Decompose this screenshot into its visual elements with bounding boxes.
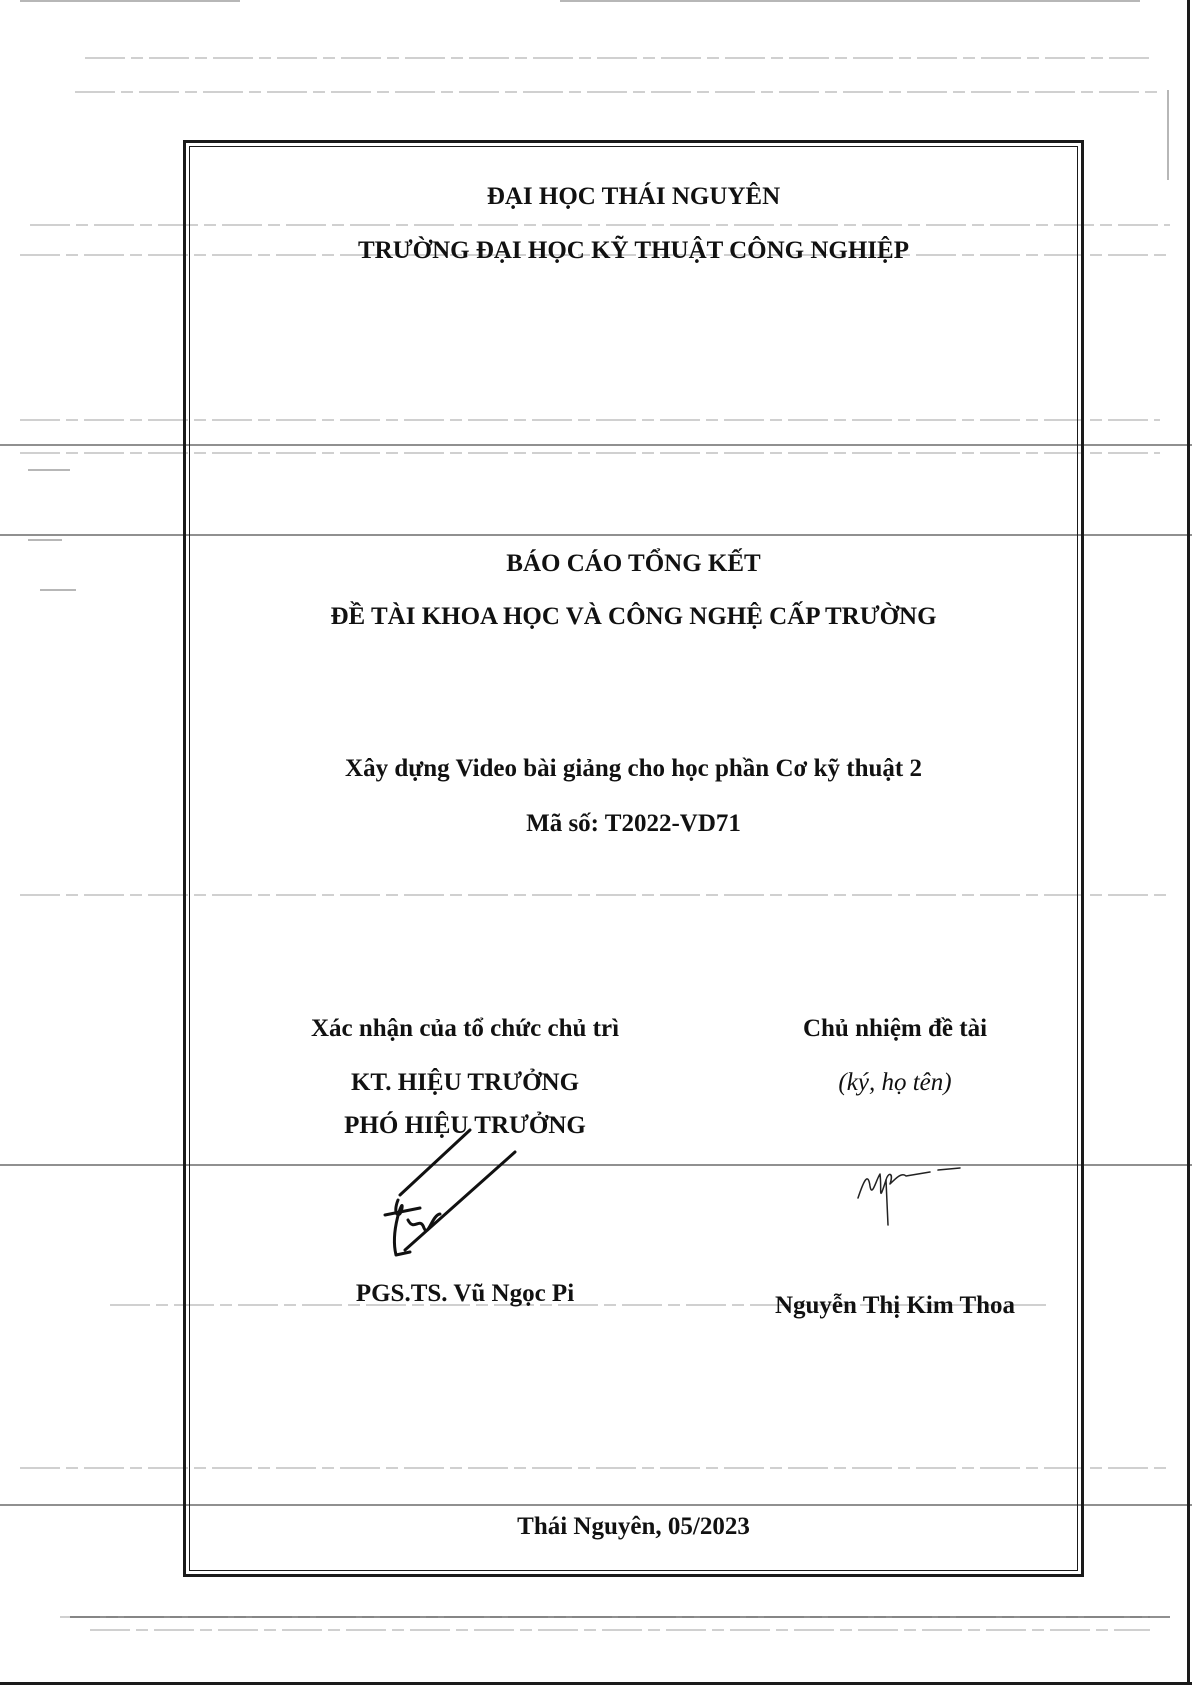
university-name: ĐẠI HỌC THÁI NGUYÊN xyxy=(486,183,781,210)
project-lead-heading: Chủ nhiệm đề tài xyxy=(802,1015,988,1042)
host-position-line2: PHÓ HIỆU TRƯỞNG xyxy=(344,1112,586,1139)
project-lead-name: Nguyễn Thị Kim Thoa xyxy=(774,1292,1016,1319)
host-position-line1: KT. HIỆU TRƯỞNG xyxy=(350,1069,580,1096)
place-and-date: Thái Nguyên, 05/2023 xyxy=(517,1513,750,1540)
report-type: BÁO CÁO TỔNG KẾT xyxy=(506,550,761,577)
school-name: TRƯỜNG ĐẠI HỌC KỸ THUẬT CÔNG NGHIỆP xyxy=(358,237,909,264)
cover-frame-inner xyxy=(189,146,1078,1571)
page-edge-right xyxy=(1187,0,1190,1685)
project-title: Xây dựng Video bài giảng cho học phần Cơ kỹ thuật 2 xyxy=(345,755,922,782)
host-confirmation-heading: Xác nhận của tổ chức chủ trì xyxy=(310,1015,620,1042)
sign-note: (ký, họ tên) xyxy=(838,1069,952,1096)
project-code: Mã số: T2022-VD71 xyxy=(526,810,741,837)
report-category: ĐỀ TÀI KHOA HỌC VÀ CÔNG NGHỆ CẤP TRƯỜNG xyxy=(330,603,937,630)
host-signer-name: PGS.TS. Vũ Ngọc Pi xyxy=(355,1280,575,1307)
